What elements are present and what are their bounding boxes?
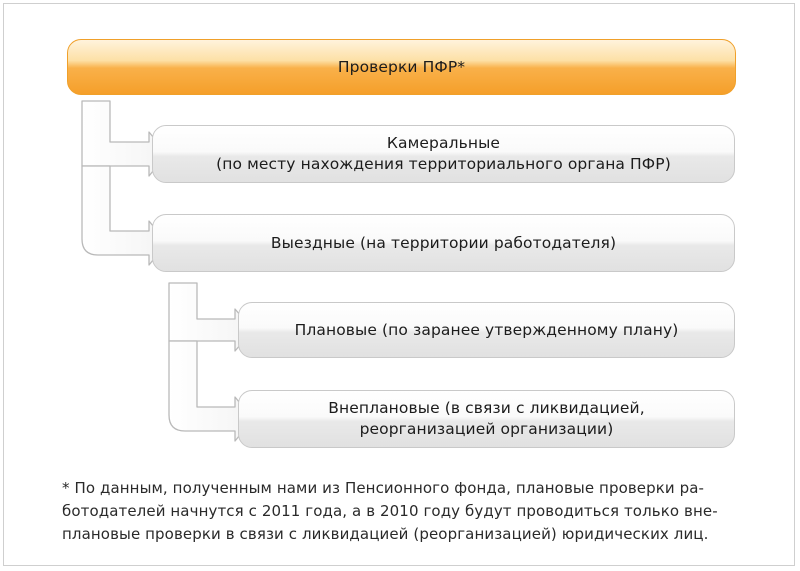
box-planovye [238, 302, 735, 358]
box-kameralnye [152, 125, 735, 183]
footnote: * По данным, полученным нами из Пенсионного фонда, плановые проверки ра- ботодателей начнутся с 2011 года, а в 2010 году будут проводиться только вне- плановые проверки в связи с ликвидацией (реорганизацией) юридических лиц. [62, 479, 718, 543]
box-planovye-label: Плановые (по заранее утвержденному плану) [294, 320, 679, 339]
title-label: Проверки ПФР* [337, 57, 466, 76]
box-kameralnye-label: Камеральные (по месту нахождения территориального органа ПФР) [216, 134, 671, 173]
box-vneplanovye [238, 390, 735, 448]
box-vneplanovye-label: Внеплановые (в связи с ликвидацией, реорганизацией организации) [328, 399, 645, 438]
title-box [67, 39, 736, 95]
box-vyezdnye [152, 214, 735, 272]
box-vyezdnye-label: Выездные (на территории работодателя) [270, 233, 617, 252]
